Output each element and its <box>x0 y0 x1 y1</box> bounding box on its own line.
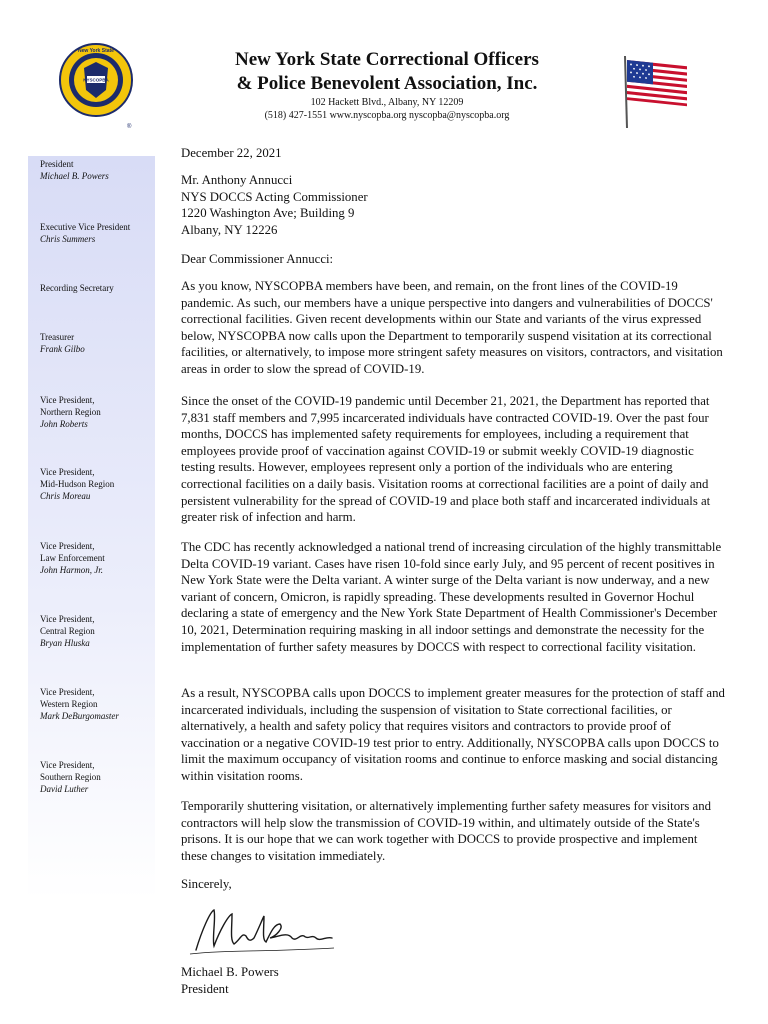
officer-name: John Harmon, Jr. <box>40 565 103 575</box>
officer-name: Chris Summers <box>40 234 96 244</box>
body-paragraph-1: As you know, NYSCOPBA members have been, and remain, on the front lines of the COVID-19 pandemic. As such, our members have a unique perspective into dangers and vulnerabilities of DOCCS' correctional facilities. Given recent developments within our State and variants of the virus expressed below, NYSCOPBA now calls upon the Department to temporarily suspend visitation at its correctional facilities, or alternatively, to impose more stringent safety measures on visitors, contractors, and visitation areas in order to slow the spread of COVID-19. <box>181 279 723 376</box>
officer-recording-secretary <box>40 282 152 294</box>
org-contact-line: (518) 427-1551 www.nyscopba.org nyscopba@nyscopba.org <box>264 110 510 121</box>
recipient-address <box>181 172 725 238</box>
officer-title: Executive Vice President <box>40 222 131 232</box>
officer-vp-central <box>40 613 152 649</box>
officer-title: Treasurer <box>40 332 75 342</box>
us-flag-icon <box>619 52 693 130</box>
officer-title: Vice President, <box>40 395 95 405</box>
signer-name: Michael B. Powers <box>181 965 279 979</box>
officer-title: Vice President, <box>40 614 95 624</box>
officer-treasurer <box>40 331 152 355</box>
officer-region: Mid-Hudson Region <box>40 479 115 489</box>
officer-name: Mark DeBurgomaster <box>40 711 119 721</box>
recipient-city: Albany, NY 12226 <box>181 222 278 237</box>
officer-region: Law Enforcement <box>40 553 105 563</box>
recipient-name: Mr. Anthony Annucci <box>181 173 293 187</box>
officer-title: Vice President, <box>40 467 95 477</box>
officer-name: Bryan Hluska <box>40 638 90 648</box>
officer-region: Central Region <box>40 626 95 636</box>
signer-block <box>181 964 279 997</box>
officer-title: Vice President, <box>40 760 95 770</box>
officer-region: Western Region <box>40 699 98 709</box>
body-paragraph-3: The CDC has recently acknowledged a national trend of increasing circulation of the highly transmittable Delta COVID-19 variant. Cases have risen 10-fold since early July, and 95 percent of recent positives in New York State were the Delta variant. A winter surge of the Delta variant is now underway, and a new variant of concern, Omicron, is rapidly spreading. These developments resulted in Governor Hochul declaring a state of emergency and the New York State Department of Health Commissioner's December 10, 2021, Determination requiring masking in all indoor settings and demonstrate the necessity for the implementation of further safety measures by DOCCS with respect to correctional facility visitation. <box>181 540 722 654</box>
svg-text:NYSCOPBA: NYSCOPBA <box>83 77 109 83</box>
org-name-line1: New York State Correctional Officers <box>235 49 539 70</box>
officer-title: Recording Secretary <box>40 283 114 293</box>
officer-name: Frank Gilbo <box>40 344 85 354</box>
officer-title: Vice President, <box>40 687 95 697</box>
officer-name: John Roberts <box>40 419 88 429</box>
officer-vp-law-enforcement <box>40 540 152 576</box>
body-paragraph-2: Since the onset of the COVID-19 pandemic until December 21, 2021, the Department has reported that 7,831 staff members and 7,995 incarcerated individuals have contracted COVID-19. Over the past four months, DOCCS has implemented safety requirements for employees, including a requirement that employees provide proof of vaccination against COVID-19 or submit weekly COVID-19 diagnostic testing results. However, employees represent only a portion of the individuals who are entering correctional facilities on a daily basis. Visitation rooms at correctional facilities are a point of daily and persistent vulnerability for the spread of COVID-19 and place both staff and incarcerated individuals at greater risk of infection and harm. <box>181 394 711 525</box>
org-name-line2: & Police Benevolent Association, Inc. <box>236 73 538 94</box>
officers-sidebar <box>28 156 155 900</box>
body-paragraph-5: Temporarily shuttering visitation, or alternatively implementing further safety measures for visitors and contractors will help slow the transmission of COVID-19 within, and ultimately outside of the State's prisons. It is our hope that we can work together with DOCCS to provide prospective and implement these changes to visitation immediately. <box>181 799 712 863</box>
officer-name: Michael B. Powers <box>40 171 109 181</box>
officer-name: David Luther <box>40 784 89 794</box>
body-paragraph-4: As a result, NYSCOPBA calls upon DOCCS to implement greater measures for the protection of staff and incarcerated individuals, including the suspension of visitation to State correctional facilities, or alternatively, a health and safety policy that requires visitors and contractors to provide proof of vaccination or a negative COVID-19 test prior to entry. Additionally, NYSCOPBA calls upon DOCCS to limit the maximum occupancy of visitation rooms and continue to enforce masking and social distancing within visitation rooms. <box>181 686 725 783</box>
closing: Sincerely, <box>181 877 232 891</box>
recipient-title: NYS DOCCS Acting Commissioner <box>181 189 368 204</box>
officer-title: President <box>40 159 74 169</box>
signer-title: President <box>181 981 229 996</box>
officer-region: Northern Region <box>40 407 101 417</box>
org-name <box>140 48 634 96</box>
letter-date: December 22, 2021 <box>181 146 282 160</box>
nyscopba-logo <box>57 40 135 132</box>
officer-vp-mid-hudson <box>40 466 152 502</box>
officer-vp-northern <box>40 394 152 430</box>
svg-text:®: ® <box>127 124 132 130</box>
officer-vp-western <box>40 686 152 722</box>
officer-executive-vice-president <box>40 221 152 245</box>
signature-icon <box>184 900 344 960</box>
officer-title: Vice President, <box>40 541 95 551</box>
salutation: Dear Commissioner Annucci: <box>181 252 334 266</box>
officer-vp-southern <box>40 759 152 795</box>
officer-name: Chris Moreau <box>40 491 91 501</box>
recipient-street: 1220 Washington Ave; Building 9 <box>181 206 355 221</box>
officer-president <box>40 158 152 182</box>
svg-text:New York State: New York State <box>78 48 114 54</box>
org-street-address: 102 Hackett Blvd., Albany, NY 12209 <box>310 97 464 108</box>
officer-region: Southern Region <box>40 772 101 782</box>
org-address <box>140 96 634 122</box>
